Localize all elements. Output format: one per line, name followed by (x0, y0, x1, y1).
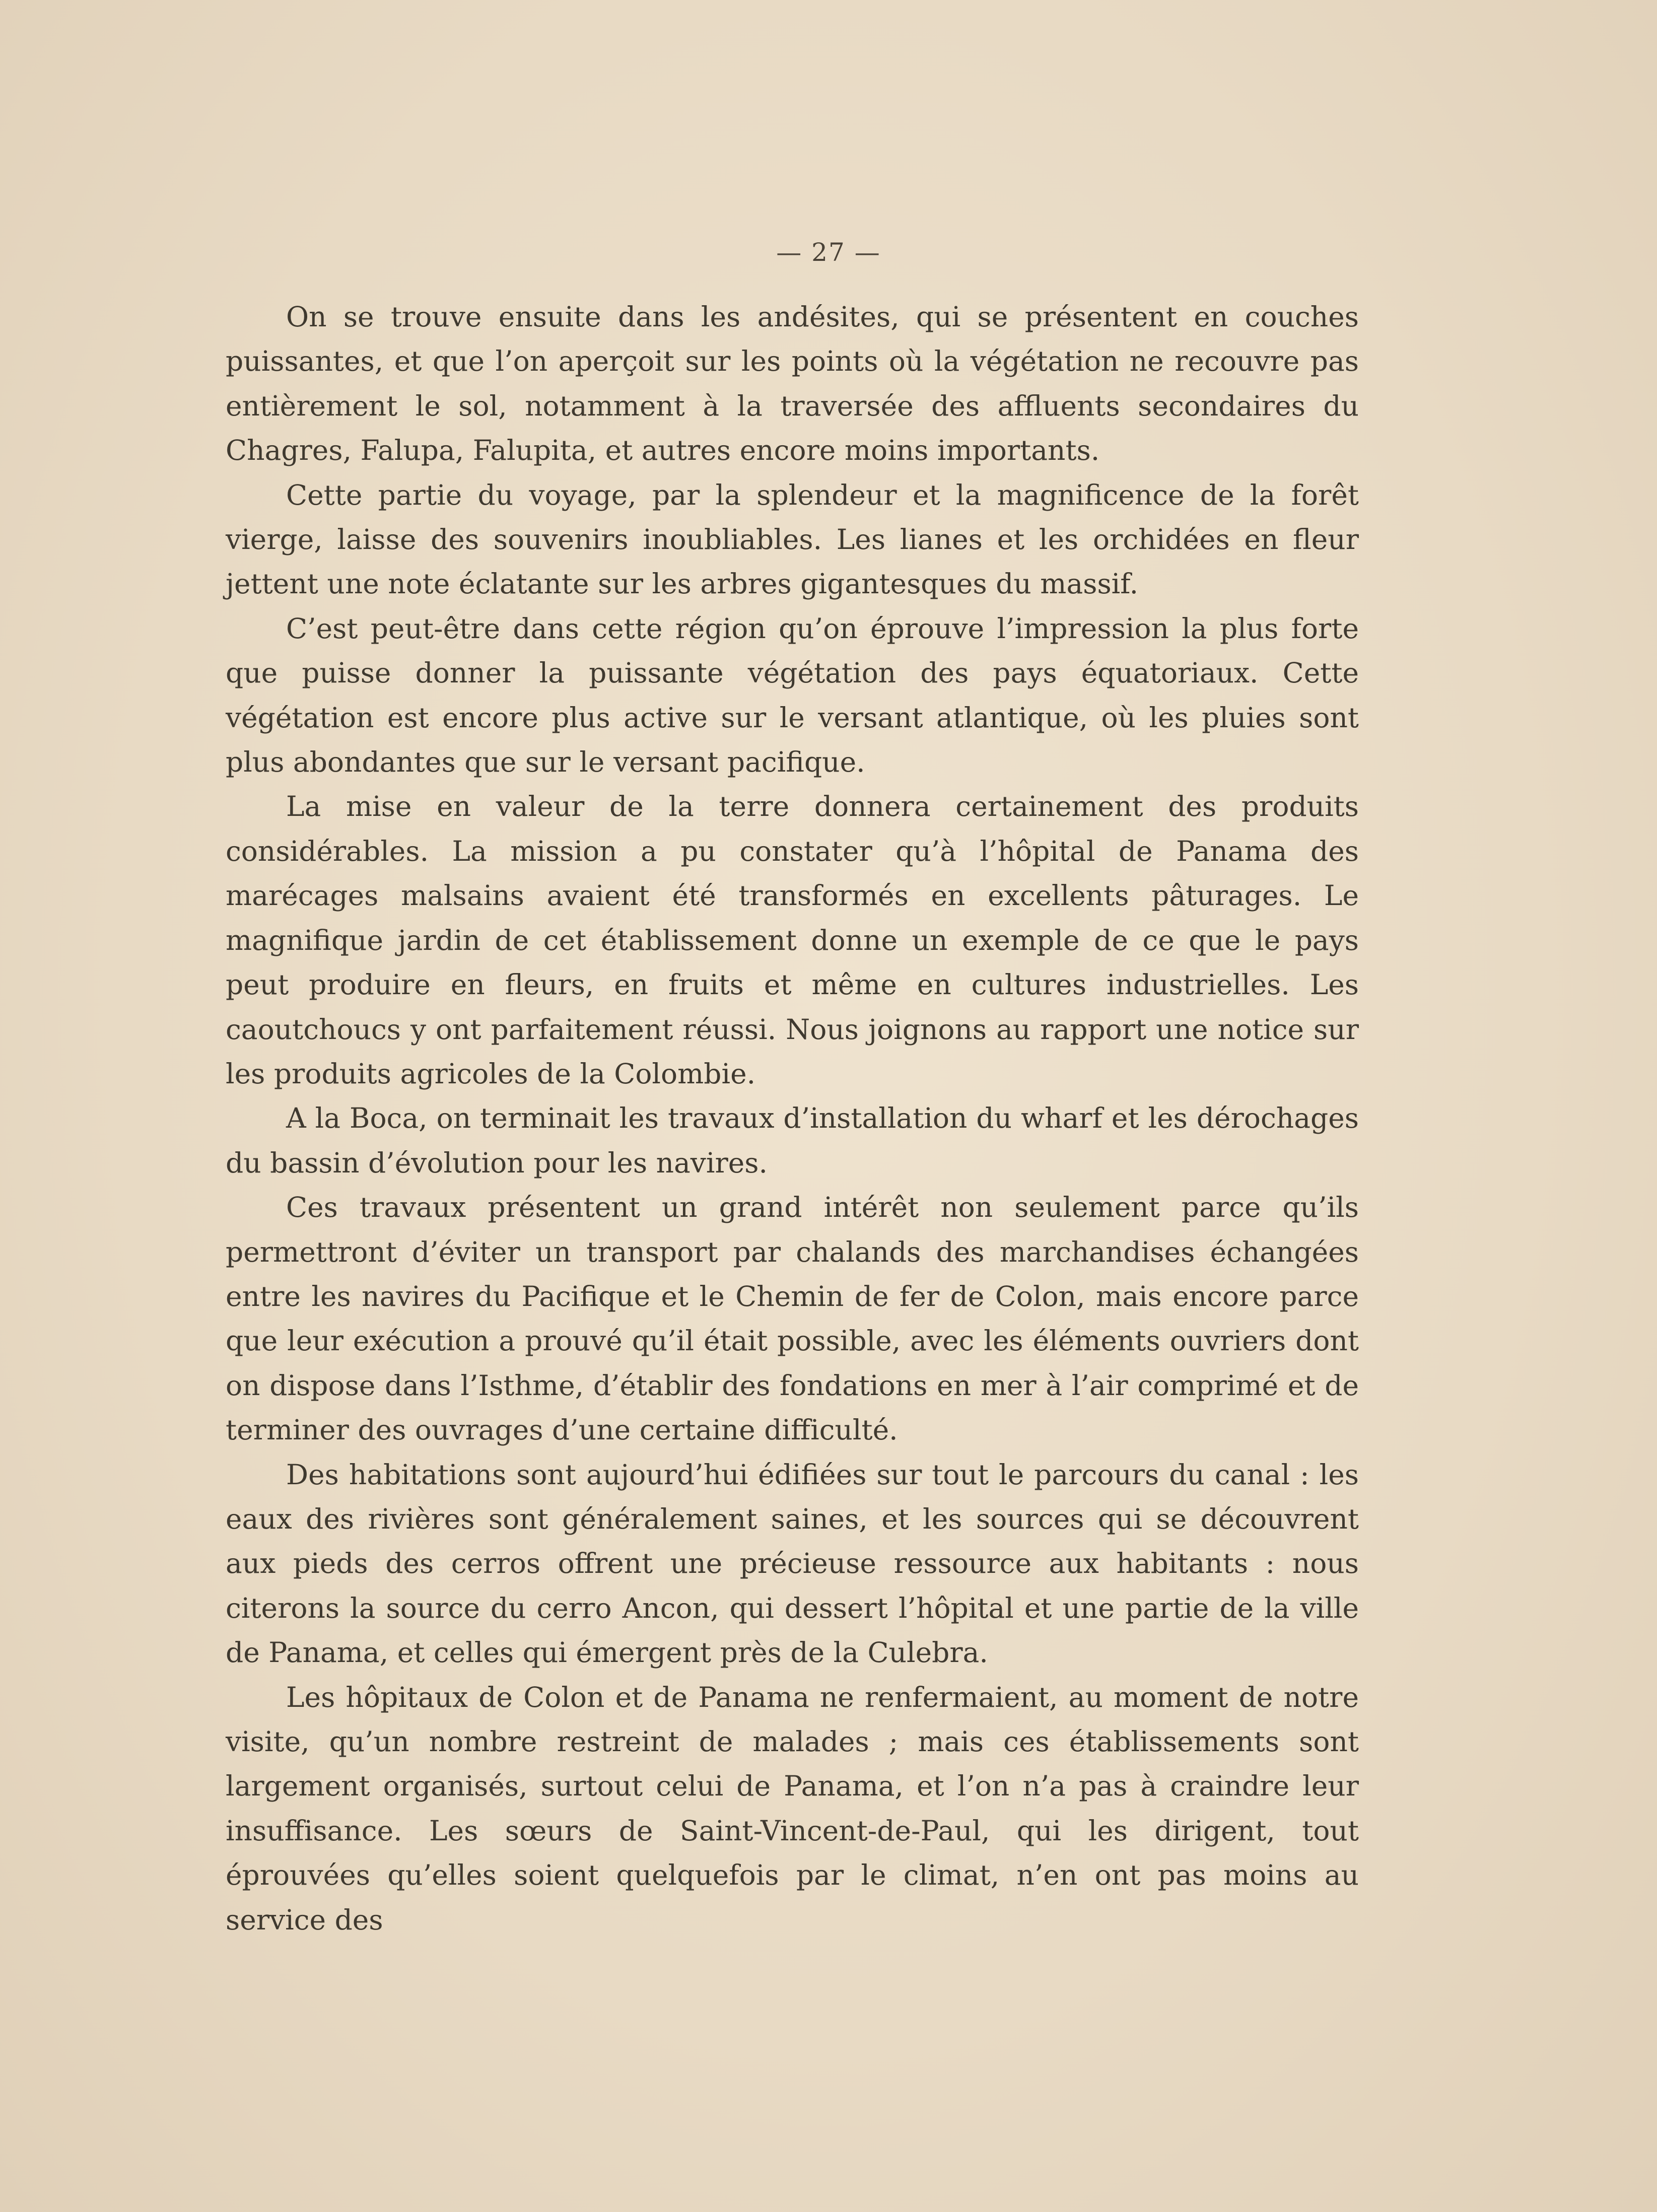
paragraph-forest: Cette partie du voyage, par la splendeur et la magnificence de la forêt vierge, laisse des souvenirs inoubliables. Les lianes et les orchidées en fleur jettent une note éclatante sur les arbres gigantesques du massif. (226, 478, 1359, 600)
page-number: — 27 — (776, 238, 881, 267)
paragraph-boca: A la Boca, on terminait les travaux d’installation du wharf et les dérochages du bassin d’évolution pour les navires. (226, 1102, 1359, 1179)
paragraph-vegetation: C’est peut-être dans cette région qu’on éprouve l’impression la plus forte que puisse donner la puissante végétation des pays équatoriaux. Cette végétation est encore plus active sur le versant atlantique, où les pluies sont plus abondantes que sur le versant pacifique. (226, 612, 1359, 779)
body-text (226, 295, 1359, 1942)
paragraph-agriculture: La mise en valeur de la terre donnera certainement des produits considérables. La mission a pu constater qu’à l’hôpital de Panama des marécages malsains avaient été transformés en excellents pâturages. Le magnifique jardin de cet établissement donne un exemple de ce que le pays peut produire en fleurs, en fruits et même en cultures industrielles. Les caoutchoucs y ont parfaitement réussi. Nous joignons au rapport une notice sur les produits agricoles de la Colombie. (226, 790, 1359, 1090)
paragraph-works: Ces travaux présentent un grand intérêt non seulement parce qu’ils permettront d’éviter un transport par chalands des marchandises échangées entre les navires du Pacifique et le Chemin de fer de Colon, mais encore parce que leur exécution a prouvé qu’il était possible, avec les éléments ouvriers dont on dispose dans l’Isthme, d’établir des fondations en mer à l’air comprimé et de terminer des ouvrages d’une certaine difficulté. (226, 1191, 1359, 1446)
paragraph-hospitals: Les hôpitaux de Colon et de Panama ne renfermaient, au moment de notre visite, qu’un nombre restreint de malades ; mais ces établissements sont largement organisés, surtout celui de Panama, et l’on n’a pas à craindre leur insuffisance. Les sœurs de Saint-Vincent-de-Paul, qui les dirigent, tout éprouvées qu’elles soient quelquefois par le climat, n’en ont pas moins au service des (226, 1681, 1359, 1936)
paragraph-andesites: On se trouve ensuite dans les andésites, qui se présentent en couches puissantes, et que l’on aperçoit sur les points où la végétation ne recouvre pas entièrement le sol, notamment à la traversée des affluents secondaires du Chagres, Falupa, Falupita, et autres encore moins importants. (226, 301, 1359, 467)
paragraph-habitations: Des habitations sont aujourd’hui édifiées sur tout le parcours du canal : les eaux des rivières sont généralement saines, et les sources qui se découvrent aux pieds des cerros offrent une précieuse ressource aux habitants : nous citerons la source du cerro Ancon, qui dessert l’hôpital et une partie de la ville de Panama, et celles qui émergent près de la Culebra. (226, 1458, 1359, 1669)
